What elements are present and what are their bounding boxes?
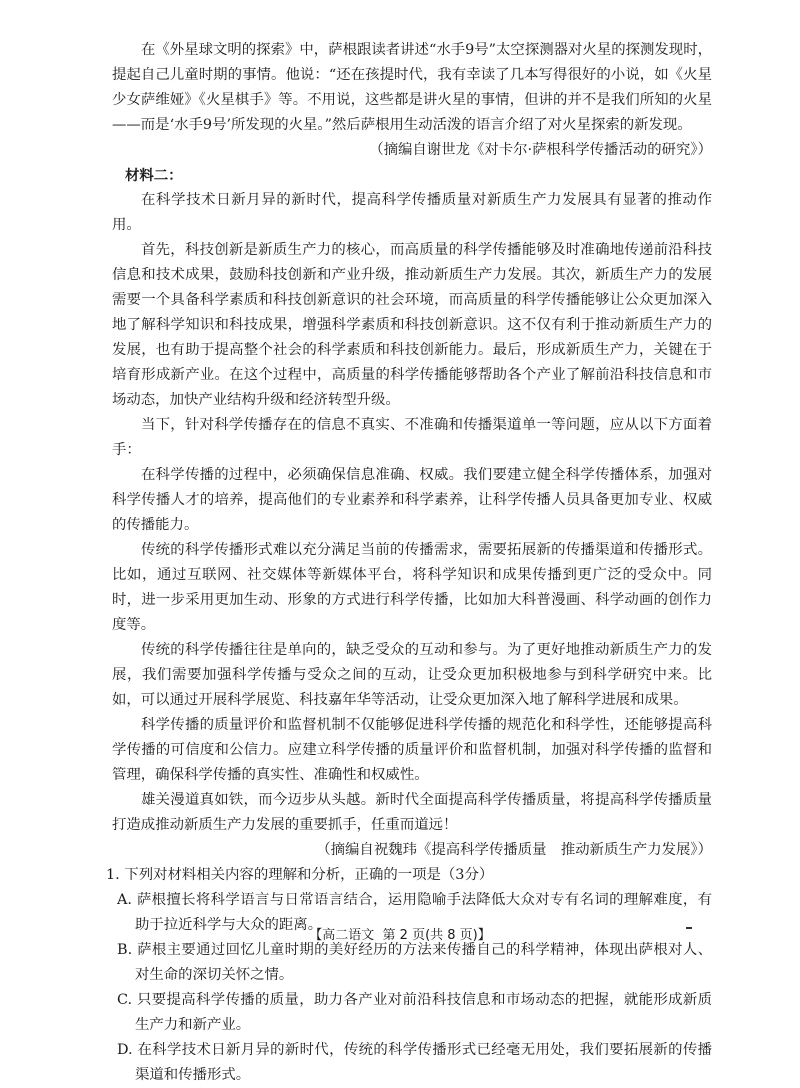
option-b: B. 萨根主要通过回忆儿童时期的美好经历的方法来传播自己的科学精神，体现出萨根对人、对生命的深切关怀之情。 bbox=[117, 942, 712, 983]
material2-paragraph: 首先，科技创新是新质生产力的核心，而高质量的科学传播能够及时准确地传递前沿科技信息和技术成果，鼓励科技创新和产业升级，推动新质生产力发展。其次，新质生产力的发展需要一个具备科学素质和科技创新意识的社会环境，而高质量的科学传播能够让公众更加深入地了解科学知识和科技成果，增强科学素质和科技创新意识。这不仅有利于推动新质生产力的发展，也有助于提高整个社会的科学素质和科技创新能力。最后，形成新质生产力，关键在于培育形成新产业。在这个过程中，高质量的科学传播能够帮助各个产业了解前沿科技信息和市场动态，加快产业结构升级和经济转型升级。 bbox=[112, 242, 712, 408]
intro-paragraph: 在《外星球文明的探索》中，萨根跟读者讲述“水手9号”太空探测器对火星的探测发现时，提起自己儿童时期的事情。他说：“还在孩提时代，我有幸读了几本写得很好的小说，如《火星少女萨维娅》《火星棋手》等。不用说，这些都是讲火星的事情，但讲的并不是我们所知的火星——而是‘水手9号’所发现的火星。”然后萨根用生动活泼的语言介绍了对火星探索的新发现。 bbox=[112, 42, 712, 133]
corner-mark bbox=[686, 927, 692, 929]
material2-paragraph: 当下，针对科学传播存在的信息不真实、不准确和传播渠道单一等问题，应从以下方面着手： bbox=[112, 417, 712, 458]
intro-citation: （摘编自谢世龙《对卡尔·萨根科学传播活动的研究》） bbox=[369, 142, 712, 158]
question-1 bbox=[106, 863, 712, 1088]
material2-paragraph: 传统的科学传播往往是单向的，缺乏受众的互动和参与。为了更好地推动新质生产力的发展，我们需要加强科学传播与受众之间的互动，让受众更加积极地参与到科学研究中来。比如，可以通过开展科学展览、科技嘉年华等活动，让受众更加深入地了解科学进展和成果。 bbox=[112, 642, 712, 708]
page-footer bbox=[0, 924, 800, 943]
material2-paragraph: 在科学传播的过程中，必须确保信息准确、权威。我们要建立健全科学传播体系，加强对科学传播人才的培养，提高他们的专业素养和科学素养，让科学传播人员具备更加专业、权威的传播能力。 bbox=[112, 467, 712, 533]
material2-paragraph: 雄关漫道真如铁，而今迈步从头越。新时代全面提高科学传播质量，将提高科学传播质量打造成推动新质生产力发展的重要抓手，任重而道远！ bbox=[112, 792, 712, 833]
option-d: D. 在科学技术日新月异的新时代，传统的科学传播形式已经毫无用处，我们要拓展新的传播渠道和传播形式。 bbox=[117, 1042, 712, 1083]
material2-citation: （摘编自祝魏玮《提高科学传播质量 推动新质生产力发展》） bbox=[316, 842, 712, 858]
material2-paragraph: 在科学技术日新月异的新时代，提高科学传播质量对新质生产力发展具有显著的推动作用。 bbox=[112, 192, 712, 233]
footer-page-number: 第 2 页(共 8 页)】 bbox=[382, 928, 491, 943]
question-stem: 1. 下列对材料相关内容的理解和分析，正确的一项是（3分） bbox=[106, 867, 494, 883]
footer-subject: 【高二语文 bbox=[309, 928, 375, 943]
material2-paragraph: 传统的科学传播形式难以充分满足当前的传播需求，需要拓展新的传播渠道和传播形式。比如，通过互联网、社交媒体等新媒体平台，将科学知识和成果传播到更广泛的受众中。同时，进一步采用更加生动、形象的方式进行科学传播，比如加大科普漫画、科学动画的创作力度等。 bbox=[112, 542, 712, 633]
material2-heading: 材料二： bbox=[125, 167, 183, 184]
option-a: A. 萨根擅长将科学语言与日常语言结合，运用隐喻手法降低大众对专有名词的理解难度，有助于拉近科学与大众的距离。 bbox=[117, 892, 712, 933]
option-c: C. 只要提高科学传播的质量，助力各产业对前沿科技信息和市场动态的把握，就能形成新质生产力和新产业。 bbox=[117, 992, 712, 1033]
material2-paragraph: 科学传播的质量评价和监督机制不仅能够促进科学传播的规范化和科学性，还能够提高科学传播的可信度和公信力。应建立科学传播的质量评价和监督机制，加强对科学传播的监督和管理，确保科学传播的真实性、准确性和权威性。 bbox=[112, 717, 712, 783]
